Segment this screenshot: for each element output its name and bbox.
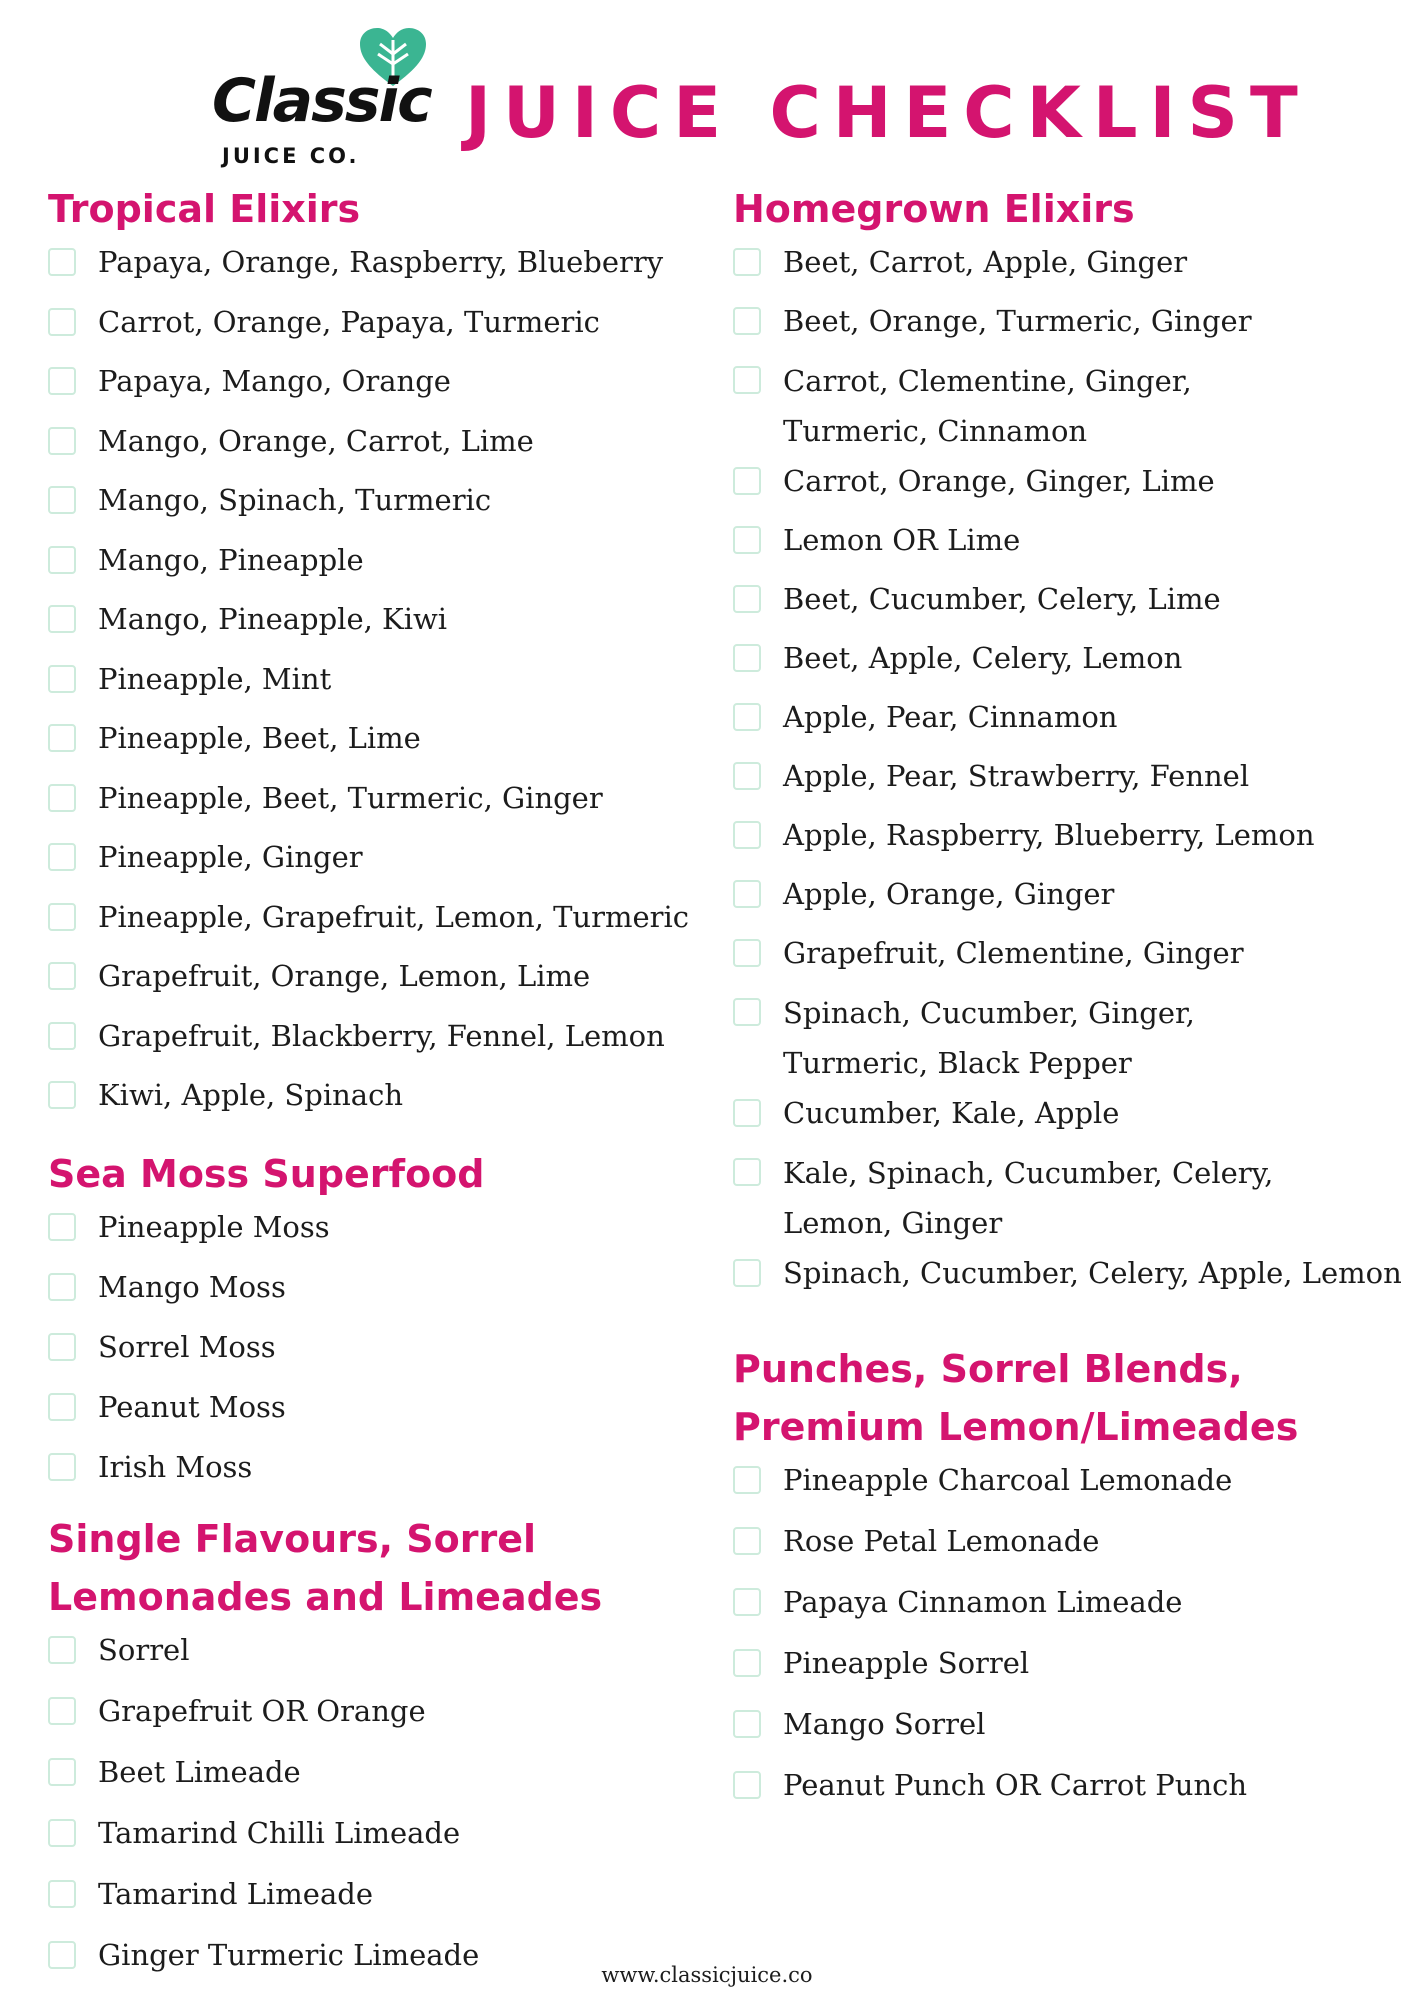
right-column [733,180,1403,1822]
page-title: JUICE CHECKLIST [465,72,1310,154]
section-tropical [48,180,688,1145]
checklist-item[interactable] [48,655,688,715]
item-label: Tamarind Chilli Limeade [98,1816,461,1850]
checklist-item[interactable] [48,833,688,893]
checklist-item[interactable] [733,356,1403,457]
checkbox[interactable] [733,1649,761,1677]
checklist-item[interactable] [48,1071,688,1131]
checkbox[interactable] [48,367,76,395]
checklist-item[interactable] [48,774,688,834]
checklist-item[interactable] [733,1517,1403,1578]
checklist-item[interactable] [733,988,1403,1089]
item-label: Kale, Spinach, Cucumber, Celery, Lemon, Ginger [783,1156,1274,1240]
checklist-item[interactable] [733,1578,1403,1639]
item-label: Tamarind Limeade [98,1877,373,1911]
item-label: Grapefruit, Blackberry, Fennel, Lemon [98,1018,665,1053]
checkbox[interactable] [733,585,761,613]
item-label: Sorrel Moss [98,1330,276,1364]
brand-logo [212,26,442,171]
checklist-item[interactable] [48,298,688,358]
checklist-item[interactable] [733,1249,1403,1308]
item-label: Apple, Pear, Cinnamon [783,700,1118,734]
checklist-item[interactable] [733,1700,1403,1761]
item-label: Pineapple, Beet, Turmeric, Ginger [98,780,603,815]
item-label: Peanut Punch OR Carrot Punch [783,1768,1248,1802]
item-label: Papaya, Orange, Raspberry, Blueberry [98,245,664,279]
item-label: Beet, Cucumber, Celery, Lime [783,582,1221,616]
item-label: Mango Sorrel [783,1707,986,1741]
checkbox[interactable] [48,1213,76,1241]
checkbox[interactable] [48,843,76,871]
checklist [48,1626,688,1992]
checkbox[interactable] [48,248,76,276]
item-label: Grapefruit, Orange, Lemon, Lime [98,959,591,993]
item-label: Beet, Orange, Turmeric, Ginger [783,304,1252,338]
checklist-item[interactable] [48,417,688,477]
section-homegrown [733,180,1403,1340]
checkbox[interactable] [733,1259,761,1287]
item-label: Pineapple Charcoal Lemonade [783,1463,1233,1497]
checklist-item[interactable] [48,1809,688,1870]
checkbox[interactable] [48,962,76,990]
checklist-item[interactable] [733,811,1403,870]
checkbox[interactable] [48,1819,76,1847]
section-title: Punches, Sorrel Blends, Premium Lemon/Limeades [733,1347,1299,1449]
checklist-item[interactable] [48,952,688,1012]
checklist-item[interactable] [48,536,688,596]
item-label: Beet, Apple, Celery, Lemon [783,641,1183,675]
checklist-item[interactable] [733,1761,1403,1822]
checklist-item[interactable] [48,1012,688,1072]
item-label: Pineapple Moss [98,1210,330,1244]
checkbox[interactable] [733,307,761,335]
checklist-item[interactable] [48,476,688,536]
checklist [48,238,688,1131]
checklist-item[interactable] [48,1626,688,1687]
section-title: Tropical Elixirs [48,187,361,231]
checklist-item[interactable] [733,238,1403,297]
checklist-item[interactable] [733,693,1403,752]
logo-subtext: JUICE CO. [222,144,360,168]
checklist-item[interactable] [733,1639,1403,1700]
item-label: Apple, Pear, Strawberry, Fennel [783,759,1250,793]
section-title: Single Flavours, Sorrel Lemonades and Limeades [48,1517,603,1619]
item-label: Mango, Spinach, Turmeric [98,483,492,517]
checklist-item[interactable] [48,1443,688,1503]
checkbox[interactable] [48,605,76,633]
item-label: Peanut Moss [98,1390,286,1424]
checklist-item[interactable] [48,595,688,655]
checkbox[interactable] [48,308,76,336]
checkbox[interactable] [733,467,761,495]
checklist-item[interactable] [48,1323,688,1383]
checkbox[interactable] [733,1158,761,1186]
checkbox[interactable] [48,1022,76,1050]
checkbox[interactable] [733,1771,761,1799]
item-label: Spinach, Cucumber, Ginger, Turmeric, Black Pepper [783,996,1195,1080]
checklist [733,238,1403,1308]
checkbox[interactable] [48,1880,76,1908]
checkbox[interactable] [733,939,761,967]
checklist-item[interactable] [733,929,1403,988]
item-label: Carrot, Orange, Ginger, Lime [783,464,1215,498]
item-label: Beet Limeade [98,1755,301,1789]
checklist-item[interactable] [48,1687,688,1748]
item-label: Pineapple, Grapefruit, Lemon, Turmeric [98,899,690,934]
item-label: Grapefruit, Clementine, Ginger [783,936,1244,970]
checklist-item[interactable] [48,1870,688,1931]
item-label: Apple, Raspberry, Blueberry, Lemon [783,818,1315,852]
item-label: Kiwi, Apple, Spinach [98,1078,404,1112]
left-column [48,180,688,1992]
item-label: Lemon OR Lime [783,523,1021,557]
checkbox[interactable] [48,724,76,752]
item-label: Carrot, Orange, Papaya, Turmeric [98,304,600,339]
section-title: Sea Moss Superfood [48,1152,485,1196]
checklist [733,1456,1403,1822]
checkbox[interactable] [733,644,761,672]
item-label: Ginger Turmeric Limeade [98,1938,480,1972]
item-label: Mango, Orange, Carrot, Lime [98,423,534,458]
checklist-item[interactable] [48,1383,688,1443]
checkbox[interactable] [733,1588,761,1616]
item-label: Grapefruit OR Orange [98,1694,426,1728]
checklist-item[interactable] [48,893,688,953]
checkbox[interactable] [733,880,761,908]
checklist-item[interactable] [48,1203,688,1263]
item-label: Cucumber, Kale, Apple [783,1096,1120,1130]
checkbox[interactable] [48,1697,76,1725]
checklist-item[interactable] [733,1089,1403,1148]
checkbox[interactable] [733,526,761,554]
item-label: Spinach, Cucumber, Celery, Apple, Lemon [783,1256,1402,1290]
checklist-item[interactable] [733,457,1403,516]
website-url: www.classicjuice.co [601,1963,813,1987]
checkbox[interactable] [48,427,76,455]
section-punches [733,1340,1403,1822]
checkbox[interactable] [733,762,761,790]
checkbox[interactable] [48,1758,76,1786]
checkbox[interactable] [733,1099,761,1127]
checkbox[interactable] [48,1393,76,1421]
checkbox[interactable] [733,1466,761,1494]
checkbox[interactable] [48,486,76,514]
checklist-item[interactable] [733,516,1403,575]
logo-text: Classic [212,66,431,136]
item-label: Rose Petal Lemonade [783,1524,1100,1558]
item-label: Sorrel [98,1633,190,1667]
checkbox[interactable] [48,1453,76,1481]
item-label: Mango, Pineapple, Kiwi [98,602,448,636]
checklist-item[interactable] [48,357,688,417]
checkbox[interactable] [48,903,76,931]
checkbox[interactable] [733,366,761,394]
checklist-item[interactable] [733,1456,1403,1517]
checkbox[interactable] [48,1636,76,1664]
checklist-item[interactable] [733,752,1403,811]
checklist-item[interactable] [48,1748,688,1809]
checkbox[interactable] [48,1273,76,1301]
item-label: Pineapple, Mint [98,661,332,696]
section-single [48,1510,688,1992]
item-label: Pineapple, Beet, Lime [98,721,421,755]
checkbox[interactable] [48,665,76,693]
checkbox[interactable] [48,1081,76,1109]
section-title: Homegrown Elixirs [733,187,1135,231]
checklist-item[interactable] [733,1148,1403,1249]
checkbox[interactable] [48,1333,76,1361]
checklist [48,1203,688,1503]
item-label: Mango Moss [98,1270,286,1304]
item-label: Mango, Pineapple [98,542,364,577]
checklist-item[interactable] [733,297,1403,356]
item-label: Apple, Orange, Ginger [783,877,1115,911]
checklist-item[interactable] [48,714,688,774]
item-label: Papaya, Mango, Orange [98,364,451,398]
checkbox[interactable] [733,703,761,731]
checklist-item[interactable] [733,870,1403,929]
checkbox[interactable] [48,784,76,812]
item-label: Irish Moss [98,1450,253,1484]
checklist-item[interactable] [48,1263,688,1323]
checklist-item[interactable] [48,238,688,298]
checkbox[interactable] [733,248,761,276]
checkbox[interactable] [733,1710,761,1738]
item-label: Carrot, Clementine, Ginger, Turmeric, Cinnamon [783,364,1192,448]
item-label: Beet, Carrot, Apple, Ginger [783,245,1188,279]
item-label: Papaya Cinnamon Limeade [783,1585,1183,1619]
checkbox[interactable] [48,546,76,574]
checklist-item[interactable] [733,575,1403,634]
section-seamoss [48,1145,688,1510]
checkbox[interactable] [733,1527,761,1555]
checkbox[interactable] [733,998,761,1026]
checkbox[interactable] [733,821,761,849]
item-label: Pineapple, Ginger [98,840,363,874]
checklist-item[interactable] [733,634,1403,693]
item-label: Pineapple Sorrel [783,1646,1030,1680]
header [0,0,1414,175]
